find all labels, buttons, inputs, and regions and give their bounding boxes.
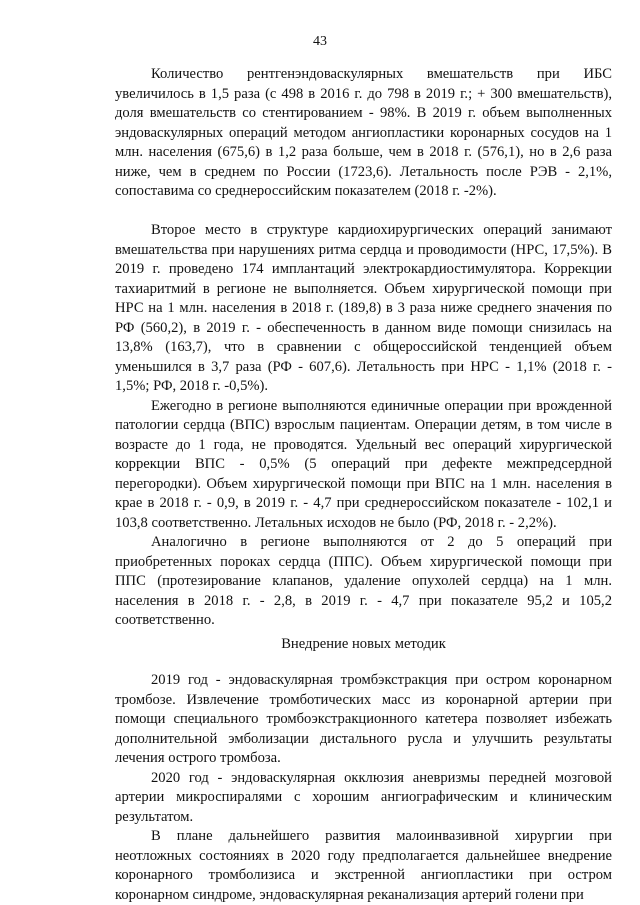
paragraph-aneurysm-occlusion-2020: 2020 год - эндоваскулярная окклюзия аневризмы передней мозговой артерии микроспиралями с хорошим ангиографическим и клиническим результатом. — [115, 769, 612, 825]
page-number: 43 — [313, 34, 327, 49]
document-body — [115, 65, 612, 905]
section-heading-new-methods: Внедрение новых методик — [281, 635, 446, 652]
paragraph-arrhythmia-surgery: Второе место в структуре кардиохирургических операций занимают вмешательства при нарушениях ритма сердца и проводимости (НРС, 17,5%). В 2019 г. проведено 174 имплантаций электрокардиостимулятора. Коррекции тахиаритмий в регионе не выполняется. Объем хирургической помощи при НРС на 1 млн. населения в 2018 г. (189,8) в 3 раза ниже среднего значения по РФ (560,2), в 2019 г. - обеспеченность в данном виде помощи снизилась на 13,8% (163,7), что в сравнении с общероссийской тенденцией объем уменьшился в 3,7 раза (РФ - 607,6). Летальность при НРС - 1,1% (2018 г. - 1,5%; РФ, 2018 г. -0,5%). — [115, 222, 612, 394]
paragraph-ibs-interventions: Количество рентгенэндоваскулярных вмешательств при ИБС увеличилось в 1,5 раза (с 498 в 2016 г. до 798 в 2019 г.; + 300 вмешательств), доля вмешательств со стентированием - 98%. В 2019 г. объем выполненных эндоваскулярных операций методом ангиопластики коронарных сосудов на 1 млн. населения (675,6) в 1,2 раза больше, чем в 2018 г. (576,1), но в 2,6 раза ниже, чем в среднем по России (1723,6). Летальность после РЭВ - 2,1%, сопоставима со среднероссийским показателем (2018 г. -2%). — [115, 66, 612, 199]
paragraph-acquired-valve-disease: Аналогично в регионе выполняются от 2 до 5 операций при приобретенных пороках сердца (ППС). Объем хирургической помощи при ППС (протезирование клапанов, удаление опухолей сердца) на 1 млн. населения в 2018 г. - 2,8, в 2019 г. - 4,7 при показателе 95,2 и 105,2 соответственно. — [115, 534, 612, 628]
paragraph-congenital-heart-disease: Ежегодно в регионе выполняются единичные операции при врожденной патологии сердца (ВПС) взрослым пациентам. Операции детям, в том числе в возрасте до 1 года, не проводятся. Удельный вес операций хирургической коррекции ВПС - 0,5% (5 операций при дефекте межпредсердной перегородки). Объем хирургической помощи при ВПС на 1 млн. населения в крае в 2018 г. - 0,9, в 2019 г. - 4,7 при среднероссийском показателе - 102,1 и 103,8 соответственно. Летальных исходов не было (РФ, 2018 г. - 2,2%). — [115, 397, 612, 531]
paragraph-thrombectomy-2019: 2019 год - эндоваскулярная тромбэкстракция при остром коронарном тромбозе. Извлечение тромботических масс из коронарной артерии при помощи специального тромбоэкстракционного катетера позволяет избежать дополнительной эмболизации дистального русла и улучшить результаты лечения острого тромбоза. — [115, 672, 612, 766]
paragraph-future-plans: В плане дальнейшего развития малоинвазивной хирургии при неотложных состояниях в 2020 году предполагается дальнейшее внедрение коронарного тромболизиса и экстренной ангиопластики при остром коронарном синдроме, эндоваскулярная реканализация артерий голени при — [115, 828, 612, 903]
